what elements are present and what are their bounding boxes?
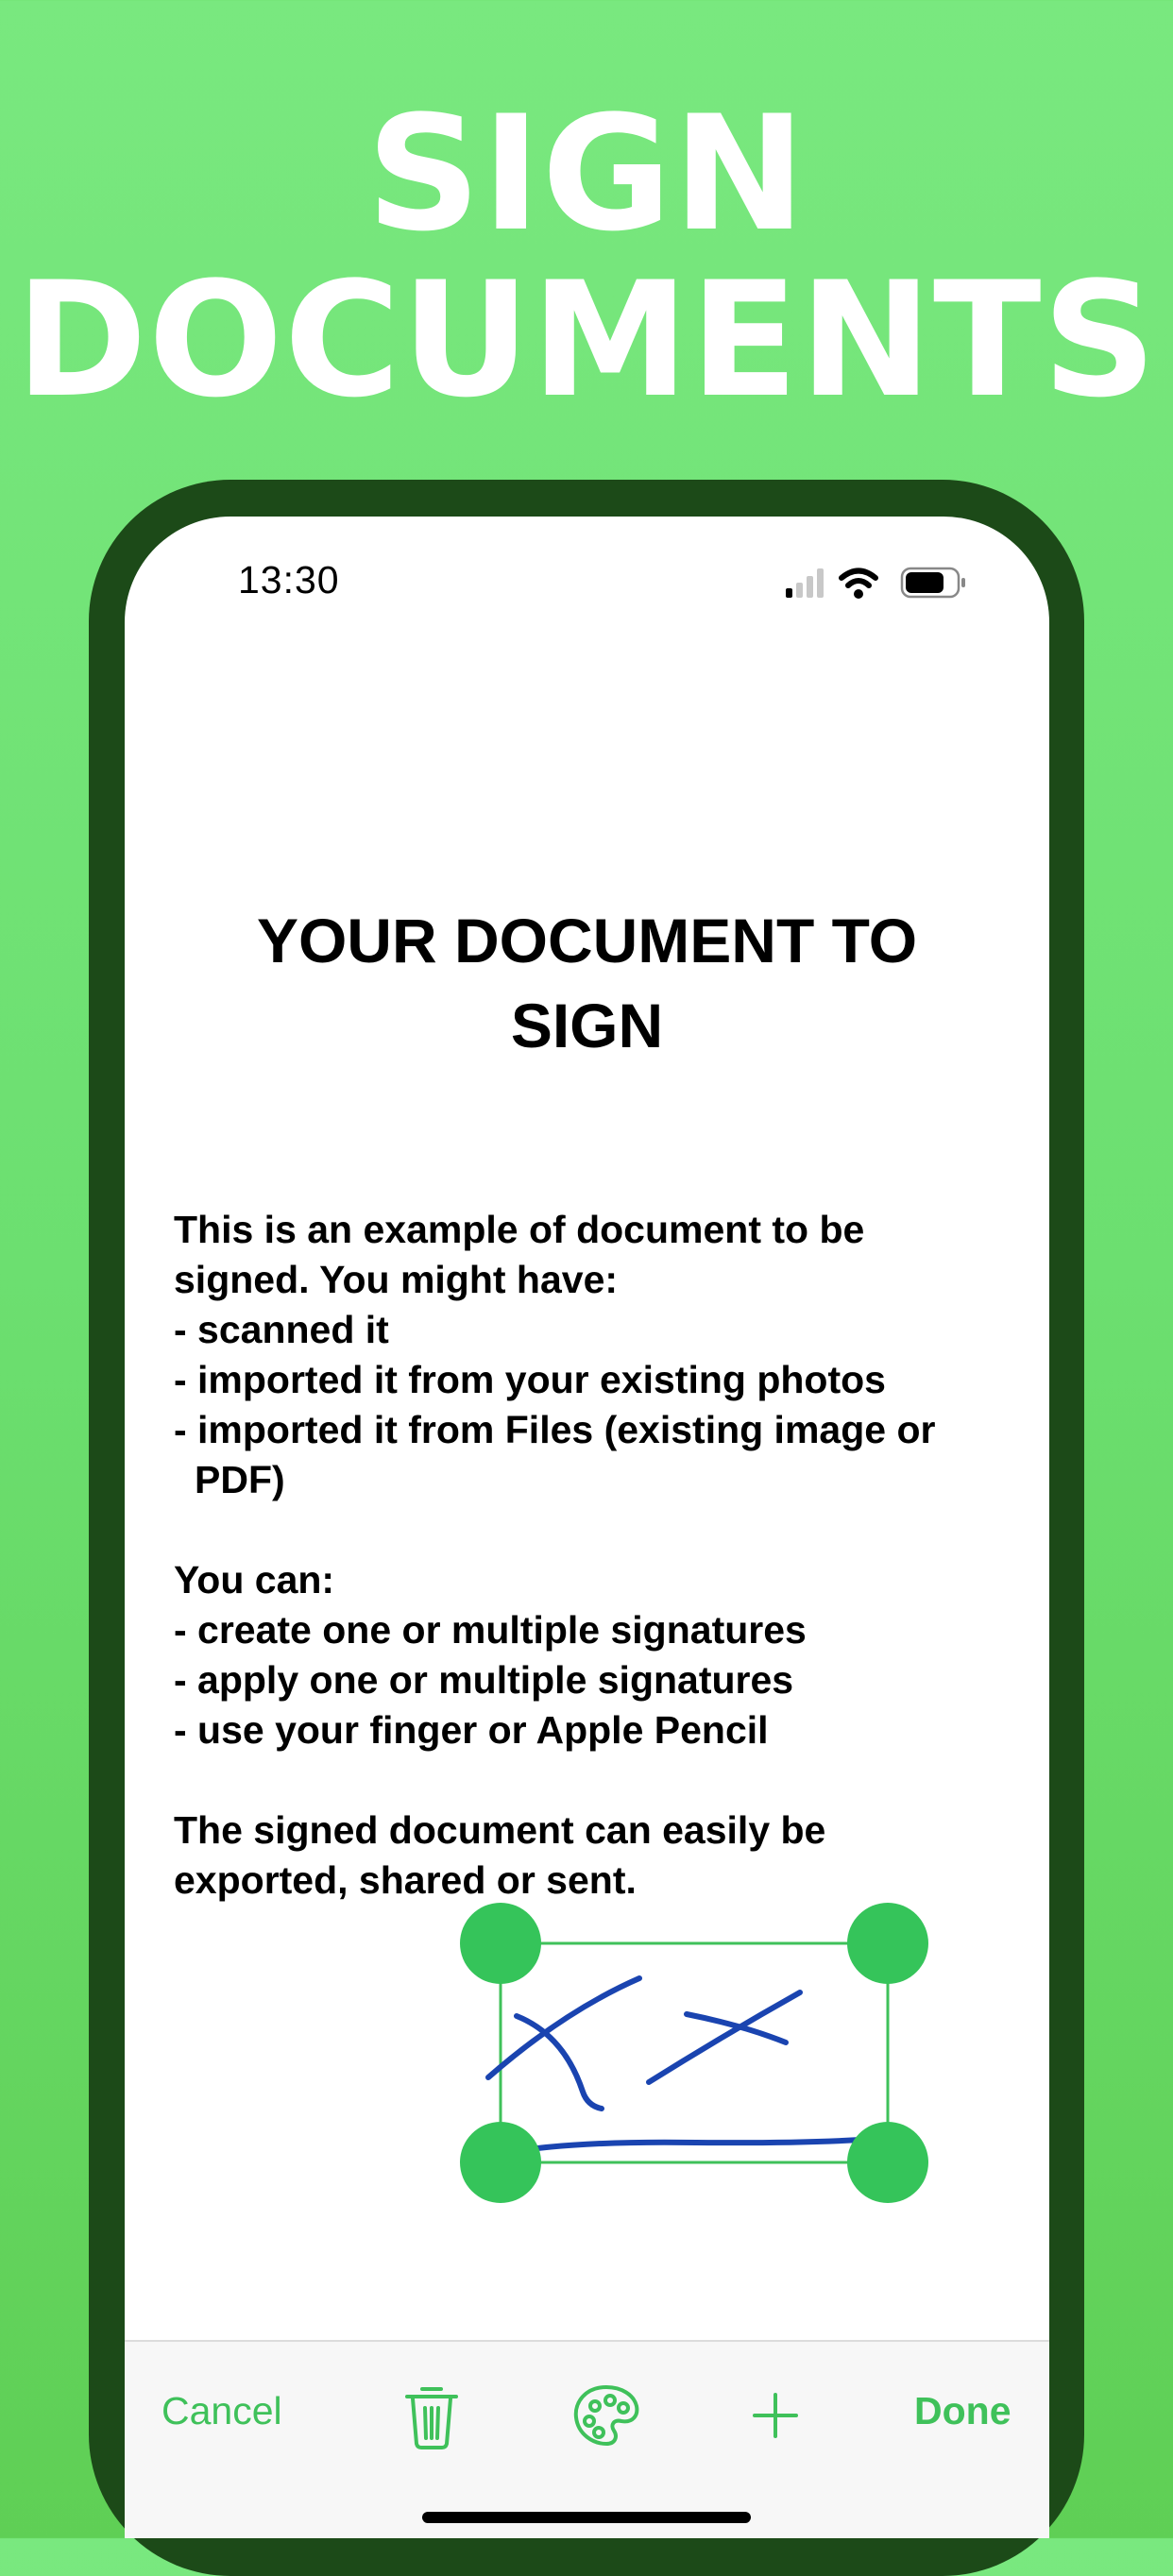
headline-line-1: SIGN xyxy=(366,81,807,266)
bullet-can-3: - use your finger or Apple Pencil xyxy=(174,1708,769,1752)
bullet-have-3: - imported it from Files (existing image or PDF) xyxy=(174,1408,936,1501)
document-title-line-1: YOUR DOCUMENT TO xyxy=(256,906,918,975)
bullet-have-1: - scanned it xyxy=(174,1308,389,1351)
intro-line-2: signed. You might have: xyxy=(174,1258,619,1301)
outro-line-2: exported, shared or sent. xyxy=(174,1858,637,1902)
bullet-can-2: - apply one or multiple signatures xyxy=(174,1658,794,1702)
resize-handle-bottom-right[interactable] xyxy=(847,2122,928,2203)
cancel-button[interactable]: Cancel xyxy=(162,2389,282,2432)
headline xyxy=(0,81,1173,432)
document-body xyxy=(174,1205,1024,1906)
signature-box[interactable] xyxy=(460,1903,932,2214)
can-heading: You can: xyxy=(174,1558,335,1602)
status-icons xyxy=(786,564,975,602)
plus-icon[interactable] xyxy=(738,2378,813,2453)
phone-screen xyxy=(125,517,1049,2538)
outro-line-1: The signed document can easily be xyxy=(174,1808,826,1852)
signature-ink xyxy=(488,1978,876,2153)
cellular-signal-icon xyxy=(786,568,824,598)
resize-handle-top-right[interactable] xyxy=(847,1903,928,1984)
home-indicator[interactable] xyxy=(422,2512,751,2523)
intro-line-1: This is an example of document to be xyxy=(174,1208,865,1251)
done-button[interactable]: Done xyxy=(914,2389,1012,2432)
document-title-line-2: SIGN xyxy=(510,991,664,1060)
battery-icon xyxy=(902,568,965,597)
document-title xyxy=(125,898,1049,1068)
bullet-can-1: - create one or multiple signatures xyxy=(174,1608,807,1652)
trash-icon[interactable] xyxy=(394,2378,469,2453)
palette-icon[interactable] xyxy=(569,2378,644,2453)
bottom-toolbar xyxy=(125,2340,1049,2538)
status-time: 13:30 xyxy=(238,558,340,602)
resize-handle-top-left[interactable] xyxy=(460,1903,541,1984)
wifi-icon xyxy=(842,571,876,600)
bullet-have-2: - imported it from your existing photos xyxy=(174,1358,886,1401)
resize-handle-bottom-left[interactable] xyxy=(460,2122,541,2203)
headline-line-2: DOCUMENTS xyxy=(15,247,1158,432)
